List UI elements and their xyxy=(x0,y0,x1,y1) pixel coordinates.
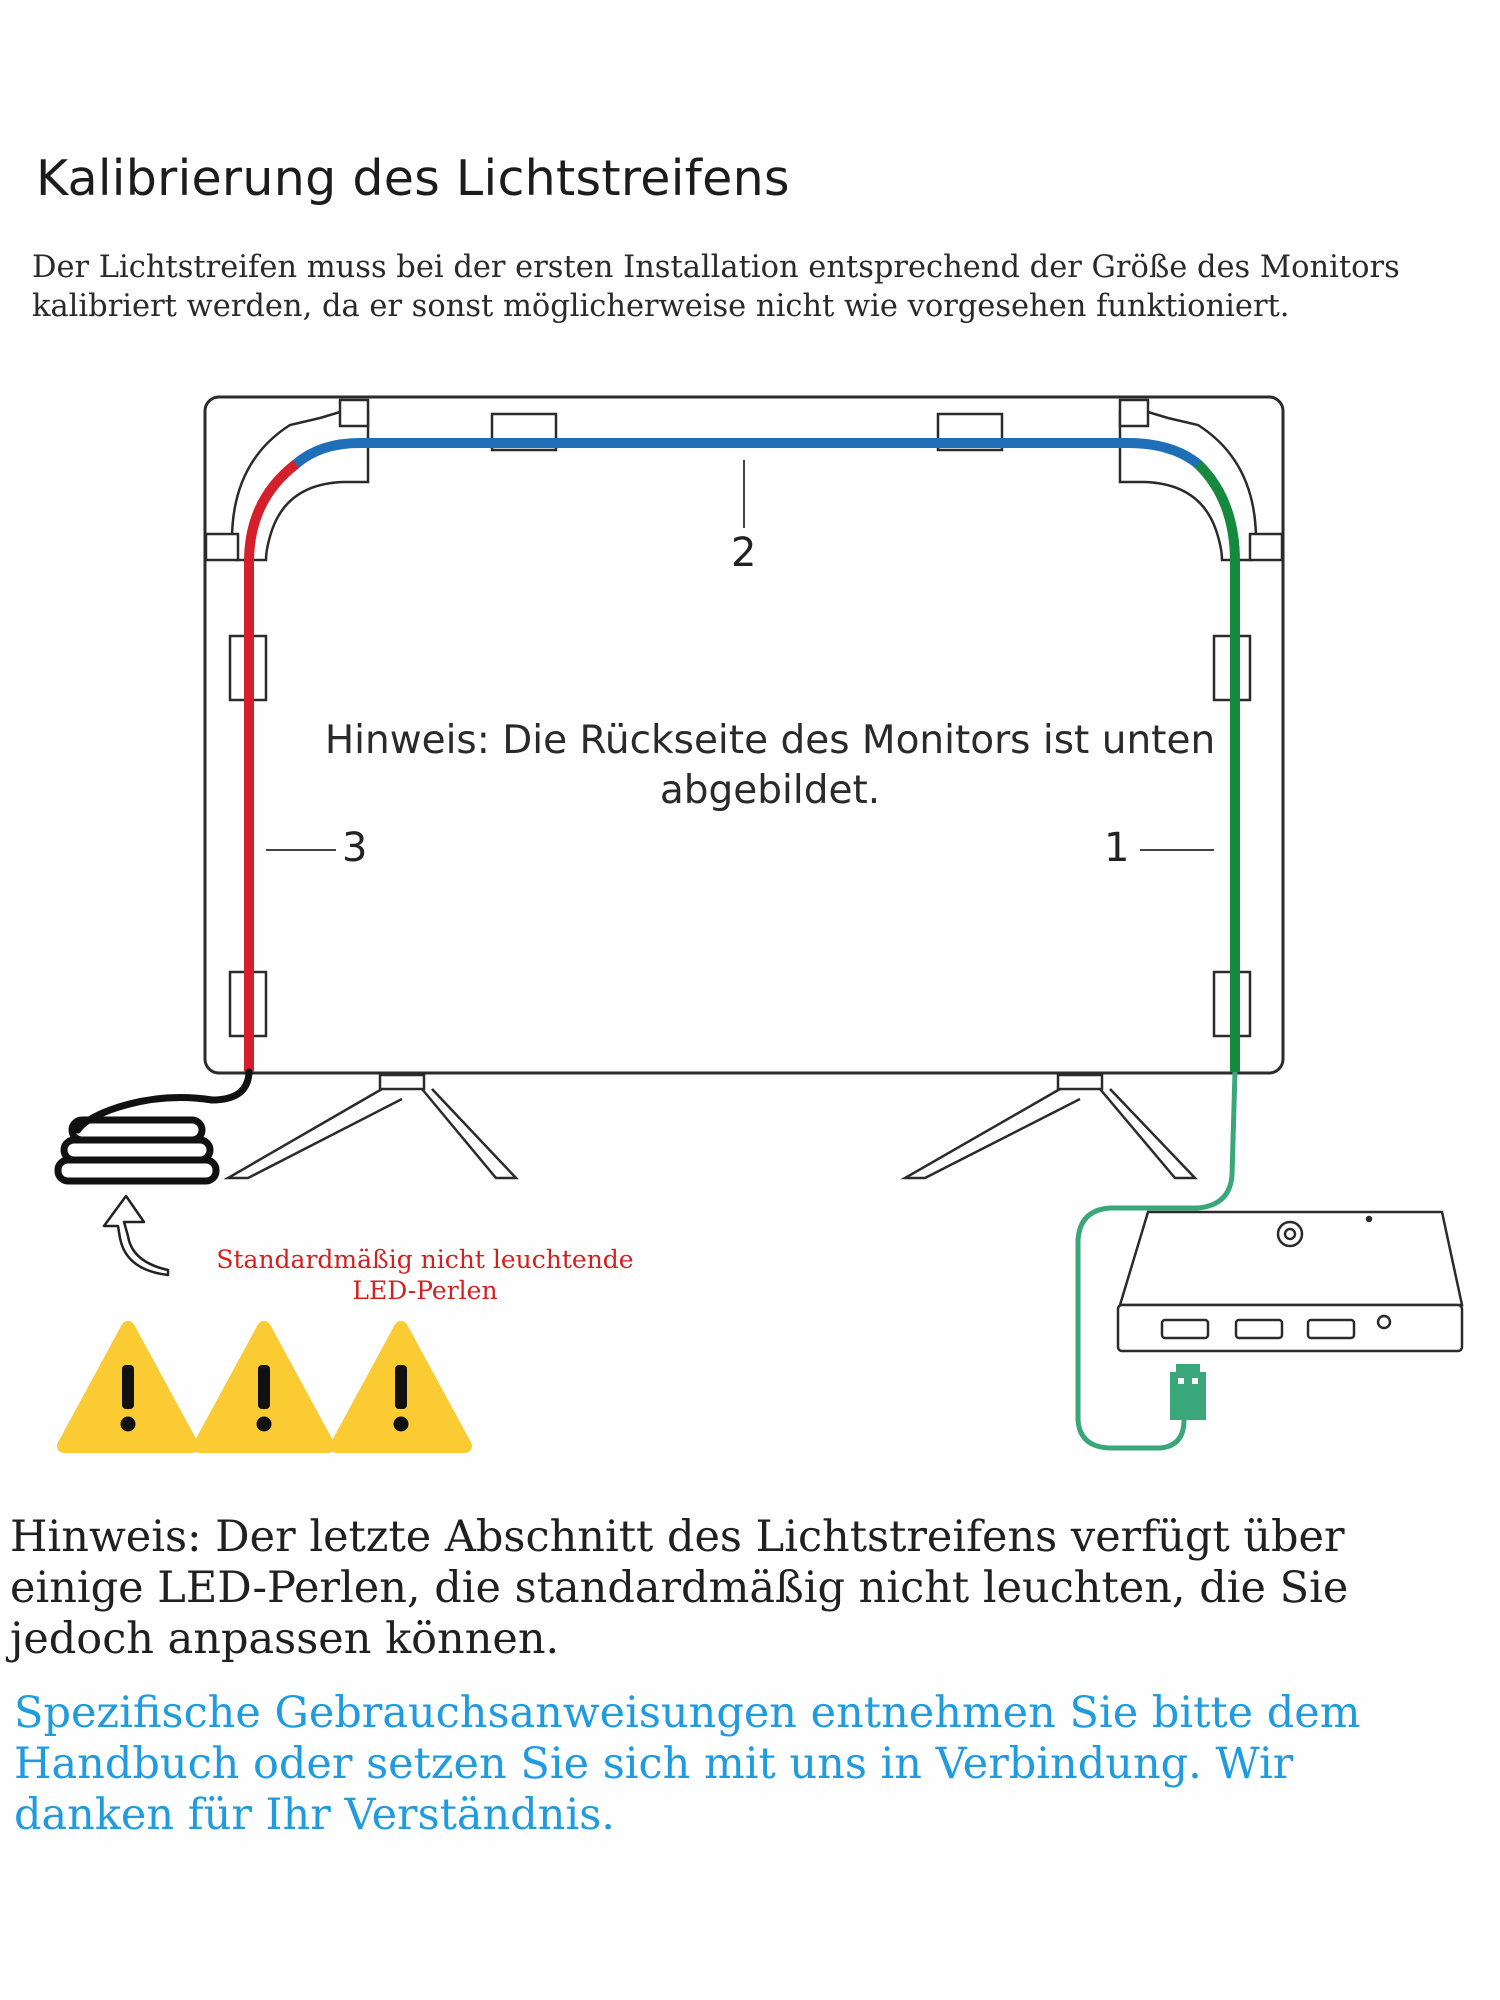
warning-icon-3 xyxy=(337,1328,465,1446)
coiled-strip xyxy=(58,1072,249,1181)
usb-plug-icon xyxy=(1170,1364,1206,1420)
contact-paragraph xyxy=(14,1688,1484,1841)
monitor-stand-left xyxy=(228,1075,516,1178)
note-line-2: einige LED-Perlen, die standardmäßig nicht leuchten, die Sie xyxy=(10,1563,1349,1613)
controller-box xyxy=(1118,1212,1462,1351)
corner-bracket-right xyxy=(1120,400,1282,560)
intro-line-1: Der Lichtstreifen muss bei der ersten Installation entsprechend der Größe des Monitors xyxy=(32,250,1400,285)
diagram-note-line-1: Hinweis: Die Rückseite des Monitors ist unten xyxy=(324,718,1216,763)
led-strip-segment-2 xyxy=(296,443,1198,464)
callout-label-top: 2 xyxy=(731,530,757,576)
note-line-3: jedoch anpassen können. xyxy=(10,1614,560,1664)
warning-icon-2 xyxy=(200,1328,328,1446)
diagram-note xyxy=(300,716,1240,816)
corner-bracket-left xyxy=(206,400,368,560)
warning-caption-line-1: Standardmäßig nicht leuchtende xyxy=(216,1245,634,1274)
page-title: Kalibrierung des Lichtstreifens xyxy=(36,150,790,207)
callout-label-left: 3 xyxy=(342,825,368,871)
intro-line-2: kalibriert werden, da er sonst möglicherweise nicht wie vorgesehen funktioniert. xyxy=(32,289,1290,324)
contact-line-1: Spezifische Gebrauchsanweisungen entnehmen Sie bitte dem xyxy=(14,1688,1361,1738)
monitor-stand-right xyxy=(905,1075,1195,1178)
pointer-arrow-icon xyxy=(104,1196,168,1275)
warning-caption xyxy=(190,1244,660,1306)
warning-icon-1 xyxy=(64,1328,192,1446)
note-line-1: Hinweis: Der letzte Abschnitt des Lichtstreifens verfügt über xyxy=(10,1512,1345,1562)
diagram-note-line-2: abgebildet. xyxy=(659,768,881,813)
callout-label-right: 1 xyxy=(1104,825,1130,871)
contact-line-3: danken für Ihr Verständnis. xyxy=(14,1790,615,1840)
contact-line-2: Handbuch oder setzen Sie sich mit uns in Verbindung. Wir xyxy=(14,1739,1294,1789)
warning-caption-line-2: LED-Perlen xyxy=(352,1276,498,1305)
note-paragraph xyxy=(10,1512,1480,1665)
